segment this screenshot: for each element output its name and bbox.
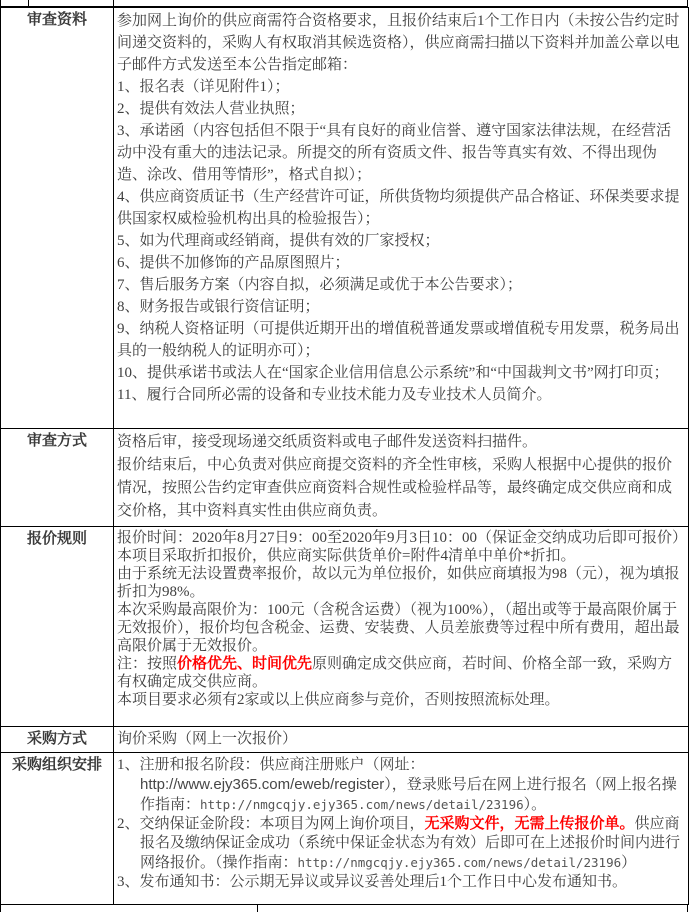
- table-border-line: [113, 0, 114, 6]
- review-materials-cell: [114, 8, 689, 429]
- list-item: 10、提供承诺书或法人在“国家企业信用信息公示系统”和“中国裁判文书”网打印页；: [117, 365, 669, 381]
- label-review-materials: 审查资料: [1, 8, 114, 429]
- review-materials-content: [114, 8, 688, 426]
- step-text: 1、注册和报名阶段：供应商注册账户: [117, 757, 365, 773]
- paragraph: 询价采购（网上一次报价）: [117, 731, 298, 747]
- table-row-review-materials: [1, 8, 689, 429]
- signup-guide-url-text: http://nmgcqjy.ejy365.com/news/detail/23196: [200, 797, 524, 812]
- list-item: 7、售后服务方案（内容自拟，必须满足或优于本公告要求）；: [117, 277, 523, 293]
- priority-highlight-text: 价格优先、时间优先: [177, 656, 313, 672]
- paragraph: 报价结束后，中心负责对供应商提交资料的齐全性审核，采购人根据中心提供的报价情况，按照公告约定审查供应商资料合规性或检验样品等，最终确定成交供应商和成交价格，其中资料真实性由供应商负责。: [117, 457, 673, 519]
- step-text: ）。: [523, 797, 547, 813]
- step-text: 2、交纳保证金阶段：本项目为网上询价项目，: [117, 816, 425, 832]
- paragraph: 本项目采取折扣报价，供应商实际供货单价=附件4清单中单价*折扣。: [117, 548, 576, 564]
- announcement-table: [0, 7, 689, 905]
- org-step-registration: [117, 755, 686, 815]
- table-border-line: [687, 0, 688, 6]
- list-item: 5、如为代理商或经销商，提供有效的厂家授权；: [117, 233, 440, 249]
- no-bid-doc-highlight-text: 无采购文件，无需上传报价单。: [424, 816, 635, 832]
- note-suffix: 原则确定成交供应商，若时间、价格全部一致，采购方有权确定成交供应商。: [117, 656, 673, 690]
- paragraph: 由于系统无法设置费率报价，故以元为单位报价，如供应商填报为98（元），视为填报折扣为98%。: [117, 566, 680, 600]
- step-text: ，登录账号后在网上进行报名（网上报名操作指南：: [140, 777, 677, 813]
- table-row-procurement-organization: [1, 753, 689, 905]
- procurement-method-cell: [114, 727, 689, 753]
- step-text: 供应商报名及缴纳保证金成功（系统中保证金状态为有效）后即可在上述报价时间内进行网络报价。（操作指南：: [140, 816, 681, 871]
- step-text: ）: [621, 855, 637, 871]
- list-item: 2、提供有效法人营业执照；: [117, 101, 305, 117]
- table-row-quote-rules: [1, 527, 689, 727]
- next-row-partial: [0, 905, 688, 912]
- table-row-procurement-method: [1, 727, 689, 753]
- note-prefix: 注：按照: [117, 656, 178, 672]
- paragraph: 本项目要求必须有2家或以上供应商参与竞价，否则按照流标处理。: [117, 692, 560, 708]
- quote-rules-content: [114, 527, 688, 724]
- review-method-cell: [114, 429, 689, 527]
- table-border-line: [687, 905, 688, 912]
- paragraph: 报价时间：2020年8月27日9：00至2020年9月3日10：00（保证金交纳成功后即可报价）: [117, 530, 688, 546]
- list-item: 9、纳税人资格证明（可提供近期开出的增值税普通发票或增值税专用发票，税务局出具的一般纳税人的证明亦可）；: [117, 321, 680, 359]
- operation-guide-url-text: http://nmgcqjy.ejy365.com/news/detail/23196: [297, 855, 622, 870]
- label-procurement-organization: 采购组织安排: [1, 753, 114, 905]
- list-item: 11、履行合同所必需的设备和专业技术能力及专业技术人员简介。: [117, 387, 552, 403]
- previous-row-partial: [0, 0, 688, 7]
- list-item: 3、承诺函（内容包括但不限于“具有良好的商业信誉、遵守国家法律法规，在经营活动中没有重大的违法记录。所提交的所有资质文件、报告等真实有效、不得出现伪造、涂改、借用等情形”，格式自拟）；: [117, 123, 672, 183]
- org-step-notice: 3、发布通知书：公示期无异议或异议妥善处理后1个工作日中心发布通知书。: [117, 874, 628, 890]
- table-border-line: [257, 905, 258, 912]
- list-item: 6、提供不加修饰的产品原图照片；: [117, 255, 350, 271]
- review-method-content: [114, 429, 688, 524]
- intro-paragraph: 参加网上询价的供应商需符合资格要求，且报价结束后1个工作日内（未按公告约定时间递交资料的，采购人有权取消其候选资格），供应商需扫描以下资料并加盖公章以电子邮件方式发送至本公告指定邮箱：: [117, 13, 680, 73]
- label-quote-rules: 报价规则: [1, 527, 114, 727]
- paragraph: 资格后审，接受现场递交纸质资料或电子邮件发送资料扫描件。: [117, 434, 538, 450]
- table-border-line: [0, 0, 1, 6]
- label-procurement-method: 采购方式: [1, 727, 114, 753]
- table-border-line: [28, 0, 29, 6]
- procurement-organization-content: [114, 753, 688, 902]
- procurement-method-content: [114, 727, 688, 750]
- table-border-line: [0, 905, 1, 912]
- registration-url-text: （网址：http://www.ejy365.com/eweb/register）: [140, 756, 425, 793]
- org-step-deposit: [117, 815, 686, 873]
- procurement-organization-cell: [114, 753, 689, 905]
- table-row-review-method: [1, 429, 689, 527]
- list-item: 8、财务报告或银行资信证明；: [117, 299, 320, 315]
- list-item: 4、供应商资质证书（生产经营许可证，所供货物均须提供产品合格证、环保类要求提供国家权威检验机构出具的检验报告）；: [117, 189, 680, 227]
- label-review-method: 审查方式: [1, 429, 114, 527]
- quote-rules-cell: [114, 527, 689, 727]
- list-item: 1、报名表（详见附件1）；: [117, 79, 290, 95]
- paragraph: 本次采购最高限价为：100元（含税含运费）（视为100%），（超出或等于最高限价属于无效报价），报价均包含税金、运费、安装费、人员差旅费等过程中所有费用，超出最高限价属于无效报价。: [117, 602, 680, 654]
- note-paragraph: [117, 655, 686, 691]
